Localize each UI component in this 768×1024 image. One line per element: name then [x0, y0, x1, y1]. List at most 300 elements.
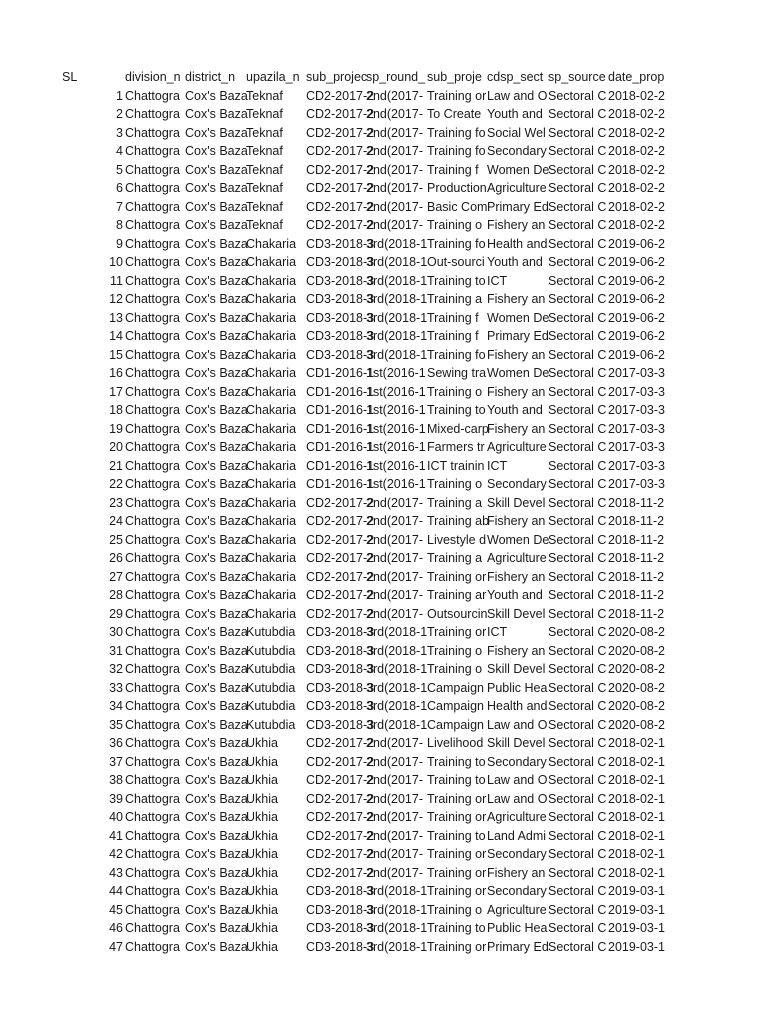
cell-district[interactable]: Cox's Baza	[185, 884, 248, 898]
cell-district[interactable]: Cox's Baza	[185, 88, 248, 103]
cell-upazila[interactable]: Teknaf	[246, 162, 283, 177]
cell-sub-project[interactable]: CD3-2018-3	[306, 902, 375, 917]
cell-cdsp-sector[interactable]: Fishery an	[487, 865, 546, 880]
cell-district[interactable]: Cox's Baza	[185, 384, 248, 399]
cell-sub-project[interactable]: CD2-2017-2	[306, 199, 375, 214]
cell-sub-project[interactable]: CD2-2017-2	[306, 495, 375, 510]
cell-sub-project[interactable]: CD3-2018-3	[306, 699, 375, 713]
cell-date-proposed[interactable]: 2017-03-3	[608, 477, 665, 491]
cell-sub-project[interactable]: CD3-2018-3	[306, 310, 375, 325]
cell-sp-source[interactable]: Sectoral C	[548, 551, 607, 565]
cell-sl[interactable]: 30	[109, 625, 123, 639]
cell-upazila[interactable]: Ukhia	[246, 921, 278, 935]
cell-sp-source[interactable]: Sectoral C	[548, 828, 607, 843]
cell-sub-project[interactable]: CD3-2018-3	[306, 347, 375, 362]
cell-sl[interactable]: 18	[109, 403, 123, 417]
cell-sl[interactable]: 44	[109, 884, 123, 898]
cell-upazila[interactable]: Kutubdia	[246, 680, 296, 695]
cell-division[interactable]: Chattogra	[125, 199, 180, 214]
cell-sp-round[interactable]: 1st(2016-1	[366, 477, 426, 491]
cell-district[interactable]: Cox's Baza	[185, 921, 248, 935]
cell-sp-round[interactable]: 2nd(2017-	[366, 125, 423, 140]
cell-date-proposed[interactable]: 2018-02-1	[608, 847, 665, 861]
cell-sub-project[interactable]: CD2-2017-2	[306, 569, 375, 584]
cell-sp-round[interactable]: 3rd(2018-1	[366, 643, 428, 658]
cell-sp-source[interactable]: Sectoral C	[548, 218, 607, 232]
cell-division[interactable]: Chattogra	[125, 810, 180, 824]
cell-division[interactable]: Chattogra	[125, 625, 180, 639]
cell-upazila[interactable]: Teknaf	[246, 144, 283, 158]
cell-sl[interactable]: 12	[109, 292, 123, 306]
cell-sp-round[interactable]: 3rd(2018-1	[366, 939, 428, 954]
cell-sl[interactable]: 41	[109, 828, 123, 843]
cell-sub-project-name[interactable]: Campaign	[427, 717, 484, 732]
cell-date-proposed[interactable]: 2018-02-2	[608, 88, 665, 103]
cell-district[interactable]: Cox's Baza	[185, 366, 248, 380]
cell-cdsp-sector[interactable]: Agriculture	[487, 902, 547, 917]
cell-sub-project-name[interactable]: Training o	[427, 643, 483, 658]
cell-division[interactable]: Chattogra	[125, 532, 180, 547]
cell-district[interactable]: Cox's Baza	[185, 865, 248, 880]
cell-sp-source[interactable]: Sectoral C	[548, 329, 607, 343]
cell-sub-project-name[interactable]: Training o	[427, 218, 483, 232]
cell-sl[interactable]: 23	[109, 495, 123, 510]
cell-sub-project[interactable]: CD3-2018-3	[306, 680, 375, 695]
cell-district[interactable]: Cox's Baza	[185, 125, 248, 140]
cell-upazila[interactable]: Kutubdia	[246, 662, 296, 676]
cell-division[interactable]: Chattogra	[125, 773, 180, 787]
cell-date-proposed[interactable]: 2018-02-2	[608, 181, 665, 195]
cell-district[interactable]: Cox's Baza	[185, 569, 248, 584]
cell-upazila[interactable]: Teknaf	[246, 107, 283, 121]
cell-cdsp-sector[interactable]: Skill Devel	[487, 662, 546, 676]
cell-cdsp-sector[interactable]: Youth and	[487, 403, 543, 417]
cell-sub-project[interactable]: CD3-2018-3	[306, 939, 375, 954]
cell-district[interactable]: Cox's Baza	[185, 736, 248, 750]
cell-date-proposed[interactable]: 2018-11-2	[608, 532, 665, 547]
cell-division[interactable]: Chattogra	[125, 717, 180, 732]
cell-sp-round[interactable]: 3rd(2018-1	[366, 329, 428, 343]
cell-sp-round[interactable]: 3rd(2018-1	[366, 273, 428, 288]
cell-upazila[interactable]: Chakaria	[246, 236, 297, 251]
cell-date-proposed[interactable]: 2017-03-3	[608, 403, 665, 417]
cell-upazila[interactable]: Teknaf	[246, 181, 283, 195]
cell-date-proposed[interactable]: 2019-06-2	[608, 255, 665, 269]
cell-division[interactable]: Chattogra	[125, 181, 180, 195]
cell-sp-source[interactable]: Sectoral C	[548, 162, 607, 177]
cell-date-proposed[interactable]: 2018-02-2	[608, 162, 665, 177]
cell-sp-source[interactable]: Sectoral C	[548, 514, 607, 528]
cell-date-proposed[interactable]: 2020-08-2	[608, 717, 665, 732]
cell-upazila[interactable]: Chakaria	[246, 495, 297, 510]
cell-sp-round[interactable]: 1st(2016-1	[366, 403, 426, 417]
cell-sp-source[interactable]: Sectoral C	[548, 421, 607, 436]
cell-upazila[interactable]: Chakaria	[246, 310, 297, 325]
cell-division[interactable]: Chattogra	[125, 865, 180, 880]
cell-sub-project-name[interactable]: Training o	[427, 902, 483, 917]
cell-cdsp-sector[interactable]: Secondary	[487, 477, 547, 491]
cell-cdsp-sector[interactable]: Secondary	[487, 847, 547, 861]
cell-district[interactable]: Cox's Baza	[185, 754, 248, 769]
cell-district[interactable]: Cox's Baza	[185, 828, 248, 843]
cell-date-proposed[interactable]: 2017-03-3	[608, 440, 665, 454]
cell-sl[interactable]: 31	[109, 643, 123, 658]
cell-district[interactable]: Cox's Baza	[185, 902, 248, 917]
cell-district[interactable]: Cox's Baza	[185, 236, 248, 251]
cell-sl[interactable]: 38	[109, 773, 123, 787]
cell-division[interactable]: Chattogra	[125, 791, 180, 806]
cell-sp-source[interactable]: Sectoral C	[548, 532, 607, 547]
cell-sub-project-name[interactable]: Farmers tr	[427, 440, 485, 454]
cell-sp-round[interactable]: 1st(2016-1	[366, 440, 426, 454]
cell-sub-project-name[interactable]: Training to	[427, 828, 486, 843]
cell-sub-project-name[interactable]: Training ar	[427, 588, 487, 602]
cell-cdsp-sector[interactable]: Agriculture	[487, 181, 547, 195]
cell-district[interactable]: Cox's Baza	[185, 107, 248, 121]
cell-sub-project[interactable]: CD3-2018-3	[306, 717, 375, 732]
cell-sp-round[interactable]: 2nd(2017-	[366, 865, 423, 880]
cell-division[interactable]: Chattogra	[125, 329, 180, 343]
cell-cdsp-sector[interactable]: ICT	[487, 625, 508, 639]
cell-sp-source[interactable]: Sectoral C	[548, 662, 607, 676]
cell-sp-source[interactable]: Sectoral C	[548, 884, 607, 898]
cell-cdsp-sector[interactable]: Law and O	[487, 717, 548, 732]
cell-cdsp-sector[interactable]: Secondary	[487, 144, 547, 158]
cell-sp-round[interactable]: 2nd(2017-	[366, 514, 423, 528]
cell-sp-round[interactable]: 2nd(2017-	[366, 828, 423, 843]
cell-district[interactable]: Cox's Baza	[185, 532, 248, 547]
cell-sub-project-name[interactable]: Training fo	[427, 236, 486, 251]
cell-cdsp-sector[interactable]: Law and O	[487, 88, 548, 103]
cell-sl[interactable]: 26	[109, 551, 123, 565]
cell-cdsp-sector[interactable]: Primary Ed	[487, 939, 549, 954]
cell-sl[interactable]: 8	[116, 218, 123, 232]
cell-sp-round[interactable]: 2nd(2017-	[366, 569, 423, 584]
cell-sp-round[interactable]: 3rd(2018-1	[366, 884, 428, 898]
cell-sub-project-name[interactable]: Training to	[427, 403, 486, 417]
cell-sl[interactable]: 11	[110, 273, 123, 288]
cell-date-proposed[interactable]: 2018-02-2	[608, 144, 665, 158]
cell-sp-round[interactable]: 3rd(2018-1	[366, 347, 428, 362]
cell-division[interactable]: Chattogra	[125, 828, 180, 843]
cell-sp-round[interactable]: 3rd(2018-1	[366, 680, 428, 695]
cell-district[interactable]: Cox's Baza	[185, 773, 248, 787]
header-sl[interactable]: SL	[62, 70, 78, 84]
cell-district[interactable]: Cox's Baza	[185, 717, 248, 732]
cell-date-proposed[interactable]: 2019-06-2	[608, 292, 665, 306]
cell-sp-round[interactable]: 3rd(2018-1	[366, 625, 428, 639]
cell-sub-project-name[interactable]: Training a	[427, 292, 483, 306]
cell-upazila[interactable]: Chakaria	[246, 514, 297, 528]
cell-division[interactable]: Chattogra	[125, 384, 180, 399]
cell-cdsp-sector[interactable]: Secondary	[487, 754, 547, 769]
cell-division[interactable]: Chattogra	[125, 921, 180, 935]
cell-sp-source[interactable]: Sectoral C	[548, 144, 607, 158]
cell-sub-project[interactable]: CD3-2018-3	[306, 329, 375, 343]
cell-cdsp-sector[interactable]: Skill Devel	[487, 736, 546, 750]
cell-division[interactable]: Chattogra	[125, 88, 180, 103]
cell-district[interactable]: Cox's Baza	[185, 403, 248, 417]
cell-sub-project[interactable]: CD2-2017-2	[306, 551, 375, 565]
cell-sub-project[interactable]: CD2-2017-2	[306, 810, 375, 824]
cell-upazila[interactable]: Chakaria	[246, 384, 297, 399]
cell-sl[interactable]: 28	[109, 588, 123, 602]
cell-division[interactable]: Chattogra	[125, 107, 180, 121]
cell-sp-source[interactable]: Sectoral C	[548, 921, 607, 935]
cell-division[interactable]: Chattogra	[125, 310, 180, 325]
cell-sub-project-name[interactable]: Training or	[427, 939, 487, 954]
cell-upazila[interactable]: Ukhia	[246, 773, 278, 787]
cell-division[interactable]: Chattogra	[125, 458, 180, 473]
cell-sp-source[interactable]: Sectoral C	[548, 107, 607, 121]
cell-sl[interactable]: 14	[109, 329, 123, 343]
cell-upazila[interactable]: Ukhia	[246, 902, 278, 917]
cell-date-proposed[interactable]: 2017-03-3	[608, 421, 665, 436]
cell-sub-project[interactable]: CD2-2017-2	[306, 588, 375, 602]
cell-sub-project[interactable]: CD2-2017-2	[306, 107, 375, 121]
cell-sub-project-name[interactable]: Training or	[427, 847, 487, 861]
cell-division[interactable]: Chattogra	[125, 366, 180, 380]
cell-division[interactable]: Chattogra	[125, 736, 180, 750]
cell-district[interactable]: Cox's Baza	[185, 551, 248, 565]
cell-district[interactable]: Cox's Baza	[185, 477, 248, 491]
cell-sub-project-name[interactable]: Training to	[427, 273, 486, 288]
cell-sub-project-name[interactable]: Training or	[427, 791, 487, 806]
cell-cdsp-sector[interactable]: Fishery an	[487, 421, 546, 436]
cell-sub-project-name[interactable]: Outsourcin	[427, 606, 488, 621]
cell-upazila[interactable]: Ukhia	[246, 884, 278, 898]
cell-date-proposed[interactable]: 2018-11-2	[608, 514, 665, 528]
cell-sl[interactable]: 6	[116, 181, 123, 195]
cell-district[interactable]: Cox's Baza	[185, 199, 248, 214]
cell-district[interactable]: Cox's Baza	[185, 255, 248, 269]
cell-sp-round[interactable]: 3rd(2018-1	[366, 236, 428, 251]
header-upazila[interactable]: upazila_n	[246, 70, 300, 84]
cell-division[interactable]: Chattogra	[125, 421, 180, 436]
cell-date-proposed[interactable]: 2018-02-2	[608, 125, 665, 140]
cell-district[interactable]: Cox's Baza	[185, 847, 248, 861]
cell-sp-round[interactable]: 2nd(2017-	[366, 144, 423, 158]
cell-sp-source[interactable]: Sectoral C	[548, 366, 607, 380]
cell-sub-project-name[interactable]: Training or	[427, 569, 487, 584]
cell-date-proposed[interactable]: 2019-03-1	[608, 939, 665, 954]
cell-sp-round[interactable]: 3rd(2018-1	[366, 310, 428, 325]
cell-sl[interactable]: 21	[109, 458, 123, 473]
cell-cdsp-sector[interactable]: Health and	[487, 236, 548, 251]
cell-district[interactable]: Cox's Baza	[185, 643, 248, 658]
header-sp-round[interactable]: sp_round_	[366, 70, 426, 84]
cell-sub-project[interactable]: CD1-2016-1	[306, 366, 375, 380]
cell-sub-project-name[interactable]: Training ab	[427, 514, 490, 528]
cell-date-proposed[interactable]: 2018-02-1	[608, 736, 665, 750]
cell-sp-round[interactable]: 2nd(2017-	[366, 551, 423, 565]
cell-upazila[interactable]: Ukhia	[246, 865, 278, 880]
cell-sub-project[interactable]: CD1-2016-1	[306, 477, 375, 491]
cell-sub-project-name[interactable]: Training or	[427, 865, 487, 880]
cell-sp-source[interactable]: Sectoral C	[548, 625, 607, 639]
cell-sp-round[interactable]: 1st(2016-1	[366, 458, 426, 473]
cell-cdsp-sector[interactable]: ICT	[487, 458, 508, 473]
cell-upazila[interactable]: Teknaf	[246, 125, 283, 140]
cell-upazila[interactable]: Chakaria	[246, 255, 297, 269]
cell-district[interactable]: Cox's Baza	[185, 662, 248, 676]
cell-sub-project-name[interactable]: Out-sourci	[427, 255, 485, 269]
cell-sub-project[interactable]: CD2-2017-2	[306, 181, 375, 195]
cell-division[interactable]: Chattogra	[125, 606, 180, 621]
cell-upazila[interactable]: Ukhia	[246, 847, 278, 861]
cell-sub-project-name[interactable]: Training f	[427, 162, 479, 177]
cell-sub-project[interactable]: CD3-2018-3	[306, 236, 375, 251]
cell-date-proposed[interactable]: 2018-11-2	[608, 495, 665, 510]
cell-division[interactable]: Chattogra	[125, 680, 180, 695]
cell-division[interactable]: Chattogra	[125, 162, 180, 177]
cell-date-proposed[interactable]: 2020-08-2	[608, 699, 665, 713]
cell-division[interactable]: Chattogra	[125, 847, 180, 861]
cell-upazila[interactable]: Ukhia	[246, 791, 278, 806]
cell-sub-project[interactable]: CD2-2017-2	[306, 125, 375, 140]
cell-date-proposed[interactable]: 2018-02-1	[608, 773, 665, 787]
cell-sp-round[interactable]: 2nd(2017-	[366, 495, 423, 510]
cell-sp-round[interactable]: 2nd(2017-	[366, 810, 423, 824]
cell-cdsp-sector[interactable]: Youth and	[487, 107, 543, 121]
cell-sl[interactable]: 22	[109, 477, 123, 491]
header-sub-project[interactable]: sub_projec	[306, 70, 368, 84]
cell-date-proposed[interactable]: 2019-06-2	[608, 329, 665, 343]
cell-sub-project-name[interactable]: Training fo	[427, 144, 486, 158]
cell-sp-round[interactable]: 2nd(2017-	[366, 107, 423, 121]
cell-sub-project-name[interactable]: Training a	[427, 495, 483, 510]
cell-district[interactable]: Cox's Baza	[185, 181, 248, 195]
cell-cdsp-sector[interactable]: Fishery an	[487, 569, 546, 584]
cell-cdsp-sector[interactable]: Law and O	[487, 791, 548, 806]
cell-district[interactable]: Cox's Baza	[185, 329, 248, 343]
cell-upazila[interactable]: Chakaria	[246, 551, 297, 565]
cell-sub-project[interactable]: CD2-2017-2	[306, 847, 375, 861]
cell-sub-project-name[interactable]: Training to	[427, 754, 486, 769]
cell-sub-project-name[interactable]: Livestyle d	[427, 532, 487, 547]
cell-division[interactable]: Chattogra	[125, 643, 180, 658]
cell-sub-project[interactable]: CD2-2017-2	[306, 144, 375, 158]
cell-cdsp-sector[interactable]: Public Hea	[487, 921, 548, 935]
cell-cdsp-sector[interactable]: Primary Ed	[487, 329, 549, 343]
cell-upazila[interactable]: Chakaria	[246, 347, 297, 362]
cell-date-proposed[interactable]: 2019-06-2	[608, 310, 665, 325]
cell-sl[interactable]: 37	[109, 754, 123, 769]
cell-sp-source[interactable]: Sectoral C	[548, 255, 607, 269]
cell-date-proposed[interactable]: 2019-03-1	[608, 902, 665, 917]
cell-sub-project[interactable]: CD3-2018-3	[306, 921, 375, 935]
cell-sp-round[interactable]: 3rd(2018-1	[366, 255, 428, 269]
cell-district[interactable]: Cox's Baza	[185, 218, 248, 232]
cell-district[interactable]: Cox's Baza	[185, 939, 248, 954]
cell-sl[interactable]: 13	[109, 310, 123, 325]
cell-sub-project-name[interactable]: Sewing tra	[427, 366, 487, 380]
cell-division[interactable]: Chattogra	[125, 514, 180, 528]
cell-sub-project[interactable]: CD2-2017-2	[306, 865, 375, 880]
cell-date-proposed[interactable]: 2018-11-2	[608, 606, 665, 621]
cell-sl[interactable]: 15	[109, 347, 123, 362]
cell-date-proposed[interactable]: 2019-03-1	[608, 921, 665, 935]
cell-upazila[interactable]: Ukhia	[246, 810, 278, 824]
cell-sp-source[interactable]: Sectoral C	[548, 403, 607, 417]
cell-date-proposed[interactable]: 2018-02-1	[608, 810, 665, 824]
cell-sp-round[interactable]: 2nd(2017-	[366, 606, 423, 621]
cell-sp-round[interactable]: 2nd(2017-	[366, 736, 423, 750]
cell-upazila[interactable]: Chakaria	[246, 421, 297, 436]
cell-sl[interactable]: 3	[116, 125, 123, 140]
cell-sub-project-name[interactable]: Training to	[427, 773, 486, 787]
cell-division[interactable]: Chattogra	[125, 218, 180, 232]
cell-sp-source[interactable]: Sectoral C	[548, 310, 607, 325]
cell-upazila[interactable]: Chakaria	[246, 569, 297, 584]
cell-upazila[interactable]: Teknaf	[246, 88, 283, 103]
cell-sp-round[interactable]: 2nd(2017-	[366, 162, 423, 177]
cell-sp-source[interactable]: Sectoral C	[548, 292, 607, 306]
header-division[interactable]: division_n	[125, 70, 181, 84]
cell-district[interactable]: Cox's Baza	[185, 292, 248, 306]
cell-cdsp-sector[interactable]: Women De	[487, 310, 550, 325]
cell-date-proposed[interactable]: 2017-03-3	[608, 384, 665, 399]
cell-date-proposed[interactable]: 2018-02-1	[608, 865, 665, 880]
cell-district[interactable]: Cox's Baza	[185, 162, 248, 177]
cell-upazila[interactable]: Chakaria	[246, 477, 297, 491]
cell-sp-round[interactable]: 2nd(2017-	[366, 791, 423, 806]
cell-sp-source[interactable]: Sectoral C	[548, 736, 607, 750]
cell-sub-project[interactable]: CD3-2018-3	[306, 255, 375, 269]
cell-district[interactable]: Cox's Baza	[185, 514, 248, 528]
cell-sl[interactable]: 9	[116, 236, 123, 251]
cell-date-proposed[interactable]: 2020-08-2	[608, 662, 665, 676]
cell-upazila[interactable]: Chakaria	[246, 366, 297, 380]
cell-date-proposed[interactable]: 2017-03-3	[608, 458, 665, 473]
cell-sp-source[interactable]: Sectoral C	[548, 477, 607, 491]
cell-sub-project-name[interactable]: Campaign	[427, 680, 484, 695]
cell-division[interactable]: Chattogra	[125, 440, 180, 454]
cell-district[interactable]: Cox's Baza	[185, 625, 248, 639]
cell-sl[interactable]: 43	[109, 865, 123, 880]
cell-sub-project[interactable]: CD2-2017-2	[306, 828, 375, 843]
cell-sub-project[interactable]: CD2-2017-2	[306, 736, 375, 750]
cell-sub-project[interactable]: CD2-2017-2	[306, 773, 375, 787]
header-sp-source[interactable]: sp_source	[548, 70, 606, 84]
cell-upazila[interactable]: Ukhia	[246, 939, 278, 954]
cell-upazila[interactable]: Chakaria	[246, 440, 297, 454]
cell-division[interactable]: Chattogra	[125, 125, 180, 140]
cell-sub-project[interactable]: CD1-2016-1	[306, 384, 375, 399]
cell-sp-source[interactable]: Sectoral C	[548, 181, 607, 195]
cell-sub-project-name[interactable]: Training o	[427, 477, 483, 491]
cell-division[interactable]: Chattogra	[125, 236, 180, 251]
cell-date-proposed[interactable]: 2018-02-2	[608, 107, 665, 121]
cell-district[interactable]: Cox's Baza	[185, 680, 248, 695]
cell-sp-source[interactable]: Sectoral C	[548, 606, 607, 621]
cell-sub-project[interactable]: CD3-2018-3	[306, 292, 375, 306]
cell-sub-project-name[interactable]: Training fo	[427, 125, 486, 140]
cell-sub-project-name[interactable]: Livelihood	[427, 736, 484, 750]
cell-sub-project[interactable]: CD3-2018-3	[306, 884, 375, 898]
cell-cdsp-sector[interactable]: Fishery an	[487, 384, 546, 399]
cell-upazila[interactable]: Ukhia	[246, 754, 278, 769]
cell-upazila[interactable]: Ukhia	[246, 828, 278, 843]
cell-district[interactable]: Cox's Baza	[185, 495, 248, 510]
cell-division[interactable]: Chattogra	[125, 255, 180, 269]
cell-date-proposed[interactable]: 2019-06-2	[608, 273, 665, 288]
cell-sub-project[interactable]: CD1-2016-1	[306, 421, 375, 436]
cell-cdsp-sector[interactable]: Youth and	[487, 588, 543, 602]
cell-sp-source[interactable]: Sectoral C	[548, 939, 607, 954]
cell-date-proposed[interactable]: 2018-02-1	[608, 828, 665, 843]
cell-sl[interactable]: 16	[109, 366, 123, 380]
